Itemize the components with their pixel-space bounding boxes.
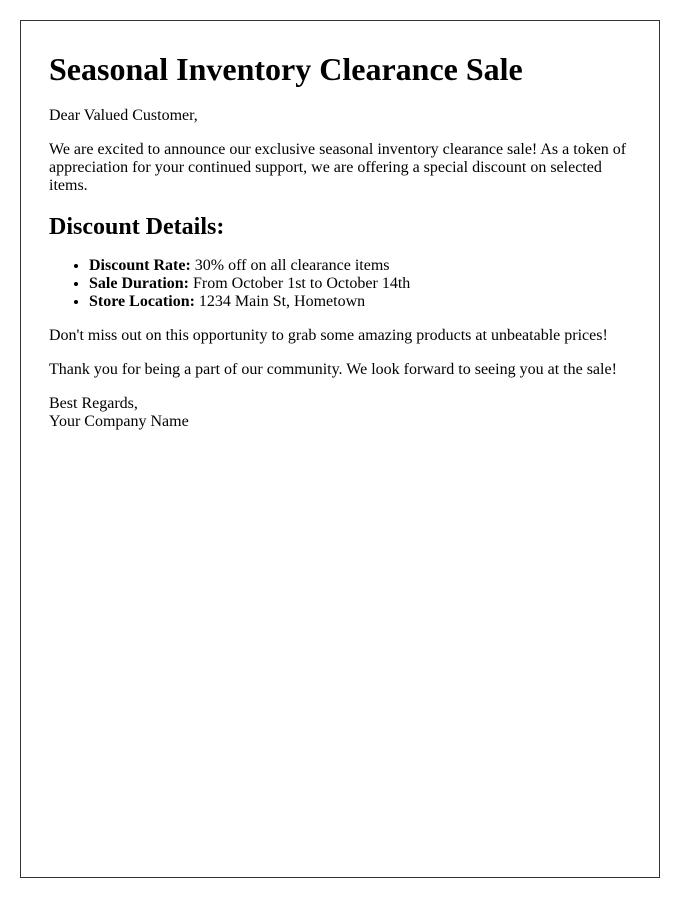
signature: Your Company Name — [49, 413, 189, 430]
thanks-paragraph: Thank you for being a part of our community. We look forward to seeing you at the sale! — [49, 361, 617, 378]
detail-label: Discount Rate: — [89, 257, 191, 274]
intro-paragraph: We are excited to announce our exclusive seasonal inventory clearance sale! As a token of appreciation for your continued support, we are offering a special discount on selected items. — [49, 141, 627, 194]
detail-item-discount-rate — [89, 257, 639, 275]
greeting: Dear Valued Customer, — [49, 107, 198, 124]
detail-label: Sale Duration: — [89, 275, 189, 292]
detail-item-sale-duration — [89, 275, 639, 293]
detail-value: From October 1st to October 14th — [189, 275, 411, 292]
detail-label: Store Location: — [89, 293, 195, 310]
letter-frame — [20, 20, 660, 878]
discount-details-list — [49, 257, 639, 311]
detail-item-store-location — [89, 293, 639, 311]
call-to-action-paragraph: Don't miss out on this opportunity to grab some amazing products at unbeatable prices! — [49, 327, 608, 344]
detail-value: 1234 Main St, Hometown — [194, 293, 366, 310]
discount-details-heading: Discount Details: — [49, 214, 225, 240]
closing-line: Best Regards, — [49, 395, 138, 412]
letter-content — [49, 51, 639, 431]
letter-title: Seasonal Inventory Clearance Sale — [49, 51, 523, 87]
detail-value: 30% off on all clearance items — [190, 257, 390, 274]
